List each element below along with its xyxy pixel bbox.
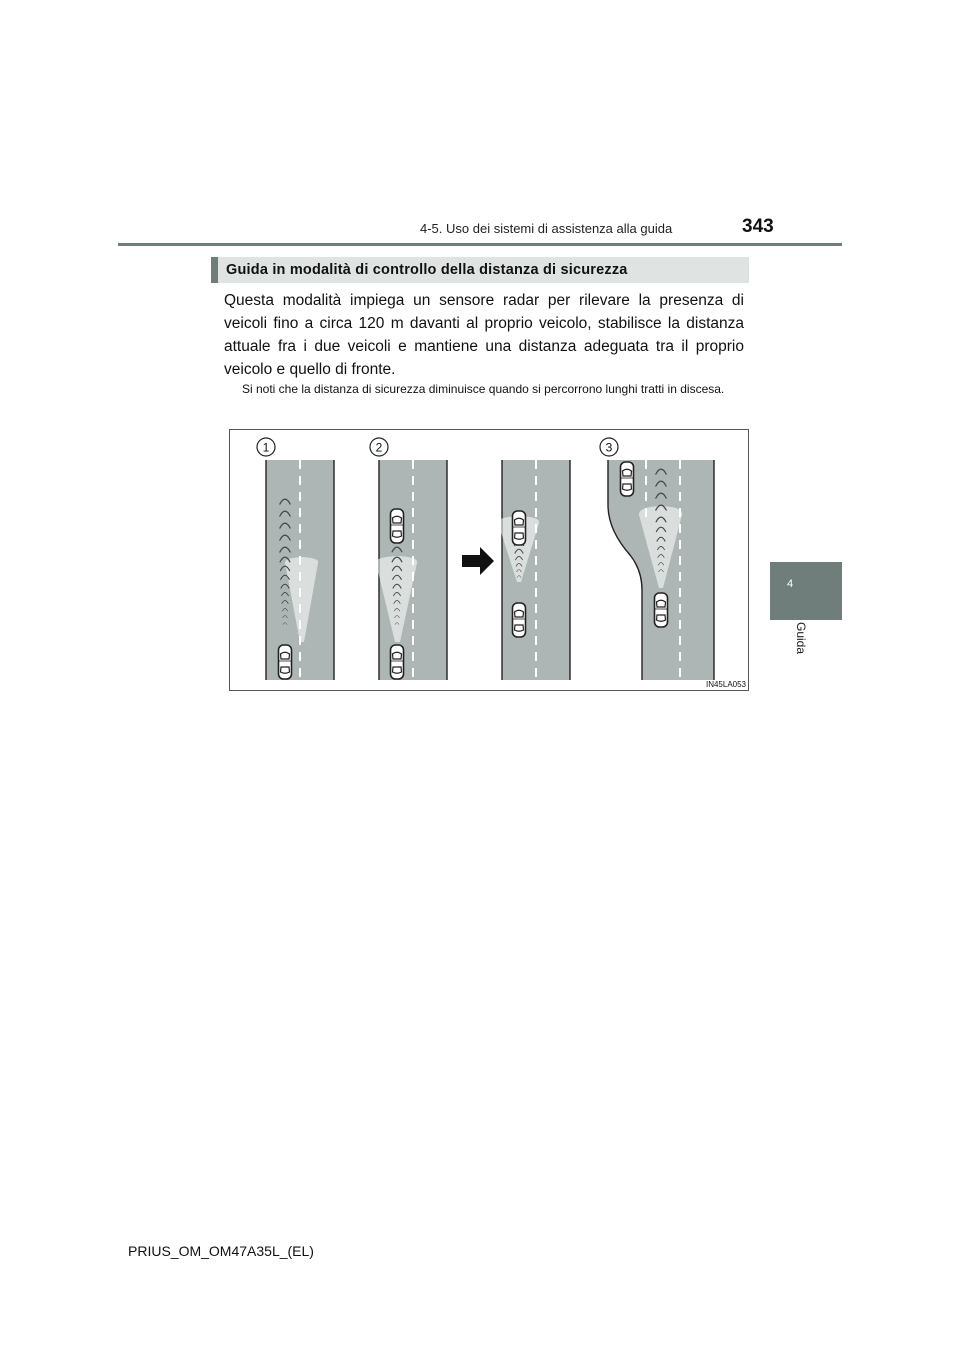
transition-arrow [462, 547, 494, 575]
footer-doc-code: PRIUS_OM_OM47A35L_(EL) [128, 1243, 314, 1259]
chapter-tab-number: 4 [787, 578, 794, 590]
page-number: 343 [742, 216, 774, 237]
distance-control-figure [229, 429, 749, 691]
road-scenario-2b [502, 460, 570, 680]
body-paragraph: Questa modalità impiega un sensore radar per rilevare la presenza di veicoli fino a circa 120 m davanti al proprio veicolo, stabilisce la distanza attuale fra i due veicoli e mantiene una distanza adeguata tra il proprio veicolo e quello di fronte. [224, 292, 744, 378]
own-vehicle-scenario-1 [279, 645, 292, 679]
own-vehicle-scenario-2b [513, 603, 526, 637]
note-paragraph: Si noti che la distanza di sicurezza diminuisce quando si percorrono lunghi tratti in discesa. [242, 382, 725, 396]
svg-text:2: 2 [375, 440, 383, 455]
preceding-vehicle-scenario-2b [513, 511, 526, 545]
section-heading-bar [211, 257, 218, 283]
section-heading [211, 257, 749, 283]
own-vehicle-scenario-3 [655, 593, 668, 627]
merging-vehicle-scenario-3 [621, 462, 634, 496]
scenario-label-3 [600, 438, 618, 456]
scenario-label-2 [370, 438, 388, 456]
own-vehicle-scenario-2 [391, 645, 404, 679]
figure-illustration [230, 430, 750, 692]
svg-text:3: 3 [605, 440, 613, 455]
preceding-vehicle-scenario-2 [391, 509, 404, 543]
scenario-label-1 [257, 438, 275, 456]
section-heading-text: Guida in modalità di controllo della distanza di sicurezza [226, 262, 628, 278]
header-rule [118, 243, 842, 246]
figure-code: IN45LA053 [705, 680, 746, 689]
header-section-title: 4-5. Uso dei sistemi di assistenza alla guida [420, 221, 673, 236]
chapter-tab-label: Guida [794, 621, 808, 655]
svg-text:1: 1 [262, 440, 270, 455]
